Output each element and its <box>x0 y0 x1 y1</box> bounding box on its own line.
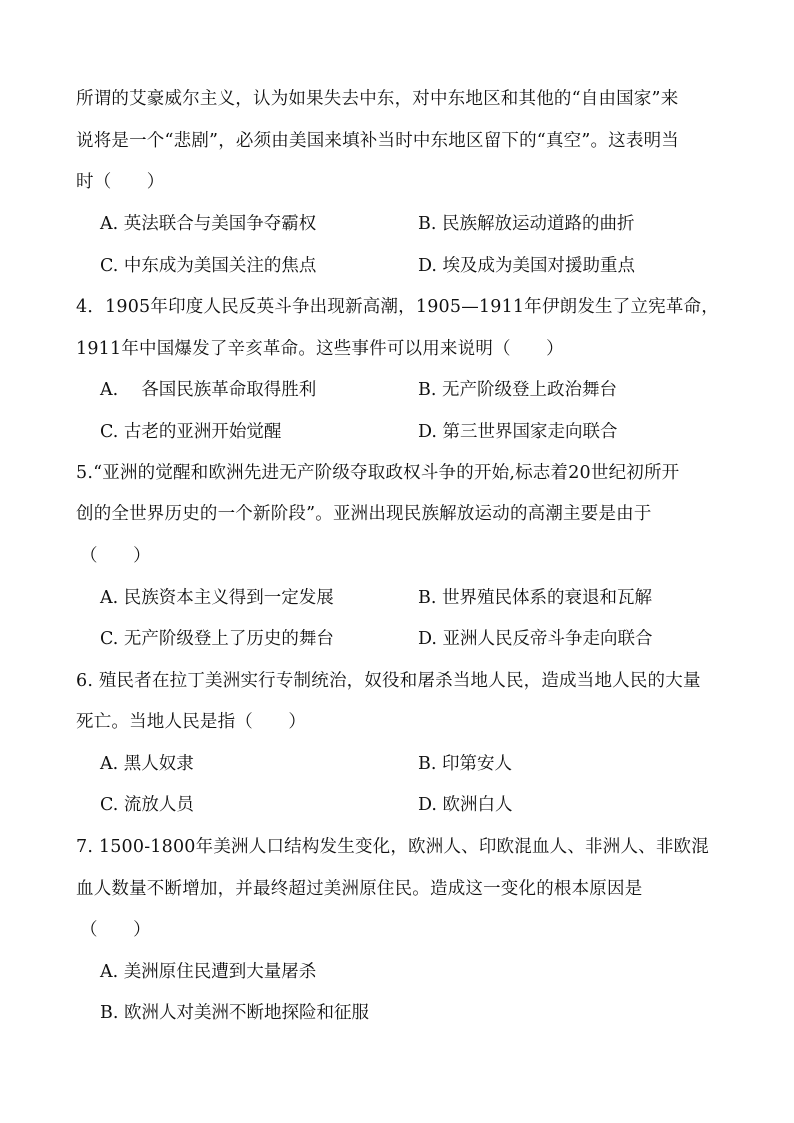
question-7-text-line-2: 血人数量不断增加，并最终超过美洲原住民。造成这一变化的根本原因是 <box>76 879 643 899</box>
question-7-text-line-3: （ ） <box>80 920 151 940</box>
question-7-option-a[interactable]: A. 美洲原住民遭到大量屠杀 <box>100 962 317 982</box>
question-5-option-c[interactable]: C. 无产阶级登上了历史的舞台 <box>100 629 334 649</box>
question-6-option-a[interactable]: A. 黑人奴隶 <box>100 754 194 774</box>
question-4-text-line-1: 4．1905年印度人民反英斗争出现新高潮，1905—1911年伊朗发生了立宪革命， <box>76 297 719 317</box>
question-3-option-d[interactable]: D. 埃及成为美国对援助重点 <box>418 256 636 276</box>
question-3-text-line-3: 时（ ） <box>76 172 165 192</box>
question-3-option-a[interactable]: A. 英法联合与美国争夺霸权 <box>100 214 317 234</box>
question-4-option-a[interactable]: A. 各国民族革命取得胜利 <box>100 380 317 400</box>
question-3-text-line-2: 说将是一个“悲剧”，必须由美国来填补当时中东地区留下的“真空”。这表明当 <box>76 131 679 151</box>
question-3-option-c[interactable]: C. 中东成为美国关注的焦点 <box>100 256 317 276</box>
question-6-text-line-2: 死亡。当地人民是指（ ） <box>76 712 307 732</box>
question-5-text-line-1: 5.“亚洲的觉醒和欧洲先进无产阶级夺取政权斗争的开始,标志着20世纪初所开 <box>76 463 680 483</box>
question-5-option-d[interactable]: D. 亚洲人民反帝斗争走向联合 <box>418 629 653 649</box>
question-4-option-b[interactable]: B. 无产阶级登上政治舞台 <box>418 380 617 400</box>
question-5-option-a[interactable]: A. 民族资本主义得到一定发展 <box>100 588 334 608</box>
question-5-option-b[interactable]: B. 世界殖民体系的衰退和瓦解 <box>418 588 652 608</box>
question-5-text-line-2: 创的全世界历史的一个新阶段”。亚洲出现民族解放运动的高潮主要是由于 <box>76 504 652 524</box>
question-4-option-d[interactable]: D. 第三世界国家走向联合 <box>418 422 618 442</box>
question-6-option-c[interactable]: C. 流放人员 <box>100 795 194 815</box>
question-4-option-c[interactable]: C. 古老的亚洲开始觉醒 <box>100 422 282 442</box>
question-6-option-d[interactable]: D. 欧洲白人 <box>418 795 513 815</box>
question-6-text-line-1: 6. 殖民者在拉丁美洲实行专制统治，奴役和屠杀当地人民，造成当地人民的大量 <box>76 671 701 691</box>
question-4-text-line-2: 1911年中国爆发了辛亥革命。这些事件可以用来说明（ ） <box>76 339 564 359</box>
question-3-option-b[interactable]: B. 民族解放运动道路的曲折 <box>418 214 635 234</box>
question-6-option-b[interactable]: B. 印第安人 <box>418 754 512 774</box>
question-5-text-line-3: （ ） <box>80 546 151 566</box>
question-3-text-line-1: 所谓的艾豪威尔主义，认为如果失去中东，对中东地区和其他的“自由国家”来 <box>76 89 679 109</box>
question-7-option-b[interactable]: B. 欧洲人对美洲不断地探险和征服 <box>100 1003 369 1023</box>
question-7-text-line-1: 7. 1500-1800年美洲人口结构发生变化，欧洲人、印欧混血人、非洲人、非欧混 <box>76 837 709 857</box>
